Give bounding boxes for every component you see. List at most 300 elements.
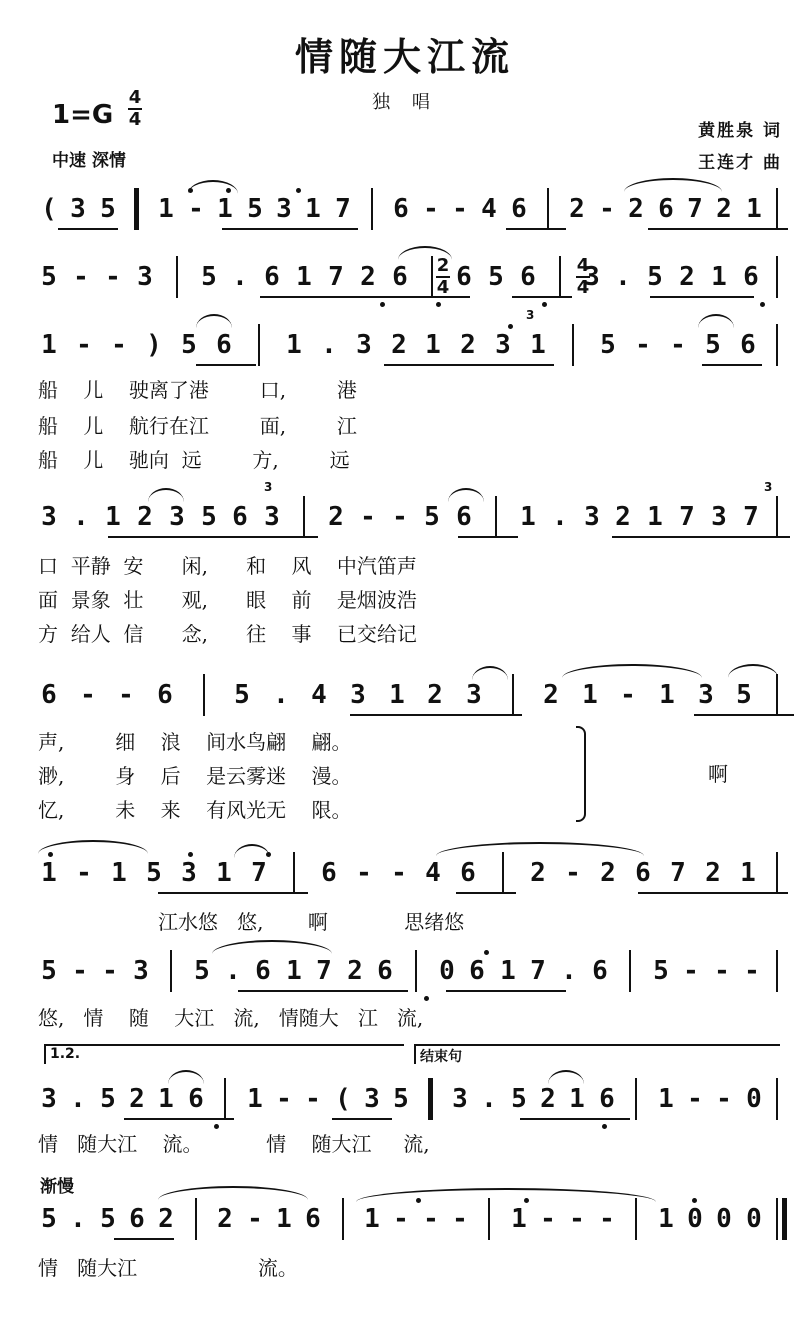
note: 6 [592,956,608,986]
beam-line [124,1118,234,1120]
octave-dot [508,324,513,329]
note: . [73,502,89,532]
note: - [569,1204,585,1234]
time-signature-change-2-4-top: 2 [436,255,450,276]
note: 3 [466,680,482,710]
note: ( [335,1084,351,1114]
note: 6 [460,858,476,888]
note: 3 [264,502,280,532]
repeat-start-barline [134,188,139,230]
barline [776,1198,778,1240]
note: - [423,1204,439,1234]
note: 7 [743,502,759,532]
octave-dot [226,188,231,193]
note: 3 [452,1084,468,1114]
slur-arc [38,840,148,854]
note: 1 [364,1204,380,1234]
note: 7 [530,956,546,986]
note: 1 [647,502,663,532]
note: 1 [520,502,536,532]
note: 3 [133,956,149,986]
beam-line [114,1238,174,1240]
slur-arc [356,1188,656,1202]
performance-type: 独 唱 [372,92,438,113]
barline [495,496,497,538]
time-signature-change-4-4 [576,256,590,298]
note: - [73,262,89,292]
note: 5 [41,1204,57,1234]
note: 5 [181,330,197,360]
note: 5 [424,502,440,532]
beam-line [612,536,790,538]
beam-line [638,892,788,894]
note: 5 [100,194,116,224]
note: - [670,330,686,360]
note: 1 [582,680,598,710]
note: - [247,1204,263,1234]
coda-bracket: 结束句 [414,1044,780,1064]
note: 6 [658,194,674,224]
note: 3 [350,680,366,710]
note: 2 [158,1204,174,1234]
slur-arc [168,1070,204,1084]
note: 6 [456,502,472,532]
note: 0 [716,1204,732,1234]
barline [431,256,433,298]
slur-arc [548,1070,584,1084]
octave-dot [416,1198,421,1203]
barline [203,674,205,716]
barline [195,1198,197,1240]
barline [559,256,561,298]
note: 5 [600,330,616,360]
note: 3 [364,1084,380,1114]
barline [776,1078,778,1120]
note: 6 [392,262,408,292]
note: - [118,680,134,710]
note: - [423,194,439,224]
repeat-end-barline [428,1078,433,1120]
note: 6 [41,680,57,710]
note: 1 [158,194,174,224]
beam-line [512,296,572,298]
note: 1 [658,1084,674,1114]
note: 3 [70,194,86,224]
beam-line [384,364,554,366]
octave-dot [424,996,429,1001]
note: 6 [157,680,173,710]
octave-dot [524,1198,529,1203]
lyric-row6: 江水悠 悠, 啊 思绪悠 [158,910,465,934]
note: 2 [129,1084,145,1114]
barline [176,256,178,298]
octave-dot [380,302,385,307]
note: 6 [520,262,536,292]
octave-dot [296,188,301,193]
note: - [635,330,651,360]
tuplet-number: 3 [264,480,273,494]
note: 5 [653,956,669,986]
beam-line [108,536,318,538]
time-signature-top: 4 [128,87,142,108]
note: . [232,262,248,292]
beam-line [260,296,450,298]
note: 6 [305,1204,321,1234]
note: - [111,330,127,360]
barline [512,674,514,716]
note: 7 [328,262,344,292]
note: . [273,680,289,710]
slur-arc [698,314,734,328]
note: - [683,956,699,986]
note: 1 [511,1204,527,1234]
note: 2 [217,1204,233,1234]
note: ) [146,330,162,360]
note: - [392,502,408,532]
note: 1 [286,956,302,986]
barline [776,950,778,992]
lyric-row8: 情 随大江 流。 情 随大江 流, [38,1132,430,1156]
barline [635,1078,637,1120]
note: 2 [679,262,695,292]
note: - [188,194,204,224]
note: 2 [347,956,363,986]
note: 3 [584,262,600,292]
note: - [72,956,88,986]
barline [224,1078,226,1120]
note: 6 [129,1204,145,1234]
note: 5 [705,330,721,360]
note: ( [41,194,57,224]
note: 1 [659,680,675,710]
note: 3 [495,330,511,360]
note: 7 [679,502,695,532]
note: 6 [456,262,472,292]
beam-line [456,892,516,894]
barline [776,674,778,716]
slur-arc [158,1186,308,1200]
note: - [391,858,407,888]
time-signature-change-2-4 [436,256,450,298]
lyric-row5-verse1: 声, 细 浪 间水鸟翩 翩。 [38,730,352,754]
note: - [76,330,92,360]
note: 6 [743,262,759,292]
note: 5 [201,502,217,532]
note: 1 [746,194,762,224]
note: . [321,330,337,360]
note: 3 [698,680,714,710]
note: - [356,858,372,888]
note: 5 [736,680,752,710]
note: 1 [711,262,727,292]
note: 1 [740,858,756,888]
note: 5 [146,858,162,888]
note: 6 [469,956,485,986]
beam-line [158,892,308,894]
note: 7 [687,194,703,224]
time-signature-change-2-4-bottom: 4 [436,277,450,298]
beam-line [648,228,788,230]
note: 5 [247,194,263,224]
lyric-row4-verse2: 面 景象 壮 观, 眼 前 是烟波浩 [38,588,417,612]
note: 2 [328,502,344,532]
octave-dot [484,950,489,955]
note: 1 [296,262,312,292]
barline [342,1198,344,1240]
octave-dot [692,1198,697,1203]
note: 4 [481,194,497,224]
note: . [481,1084,497,1114]
note: - [102,956,118,986]
note: - [540,1204,556,1234]
octave-dot [602,1124,607,1129]
note: 1 [389,680,405,710]
note: 6 [393,194,409,224]
note: 2 [530,858,546,888]
beam-line [350,714,522,716]
note: 6 [255,956,271,986]
note: 2 [360,262,376,292]
barline [293,852,295,894]
barline [776,852,778,894]
tempo-marking: 中速 深情 [52,151,126,171]
note: 5 [41,262,57,292]
slur-arc [624,178,722,192]
note: 2 [569,194,585,224]
slur-arc [448,488,484,502]
octave-dot [760,302,765,307]
note: - [452,194,468,224]
note: 5 [647,262,663,292]
note: 5 [41,956,57,986]
note: 5 [488,262,504,292]
note: - [599,194,615,224]
octave-dot [188,852,193,857]
note: . [225,956,241,986]
note: 3 [584,502,600,532]
note: 6 [264,262,280,292]
slur-arc [728,664,778,678]
note: 6 [377,956,393,986]
lyric-row3-verse3: 船 儿 驰向 远 方, 远 [38,448,350,472]
note: 1 [500,956,516,986]
time-signature [128,88,142,130]
beam-line [650,296,754,298]
barline [488,1198,490,1240]
note: 1 [111,858,127,888]
tuplet-number: 3 [526,308,535,322]
barline [635,1198,637,1240]
note: 0 [746,1084,762,1114]
time-signature-change-4-4-top: 4 [576,255,590,276]
note: 3 [711,502,727,532]
beam-line [222,228,358,230]
lyric-row5-verse3: 忆, 未 来 有风光无 限。 [38,798,352,822]
note: - [714,956,730,986]
note: 1 [530,330,546,360]
note: 2 [600,858,616,888]
beam-line [58,228,118,230]
note: . [70,1204,86,1234]
lyric-row4-verse3: 方 给人 信 念, 往 事 已交给记 [38,622,417,646]
barline [502,852,504,894]
note: 2 [460,330,476,360]
note: 2 [716,194,732,224]
note: 3 [41,1084,57,1114]
note: 5 [100,1204,116,1234]
beam-line [520,1118,630,1120]
note: - [105,262,121,292]
note: - [687,1084,703,1114]
note: 6 [635,858,651,888]
note: - [716,1084,732,1114]
octave-dot [188,188,193,193]
lyricist-credit: 黄胜泉 词 [698,121,782,141]
slur-arc [148,488,184,502]
beam-line [694,714,794,716]
note: 2 [615,502,631,532]
barline [776,256,778,298]
note: 2 [137,502,153,532]
lyric-row5-side: 啊 [708,762,728,786]
note: 0 [687,1204,703,1234]
note: 3 [169,502,185,532]
note: 1 [425,330,441,360]
lyric-row4-verse1: 口 平静 安 闲, 和 风 中汽笛声 [38,554,417,578]
note: 6 [216,330,232,360]
note: 6 [599,1084,615,1114]
slur-arc [562,664,702,678]
tuplet-number: 3 [764,480,773,494]
note: 6 [321,858,337,888]
beam-line [446,990,566,992]
beam-line [458,536,518,538]
beam-line [702,364,762,366]
note: - [360,502,376,532]
note: 5 [201,262,217,292]
note: 4 [425,858,441,888]
note: 2 [540,1084,556,1114]
note: - [452,1204,468,1234]
barline [776,188,778,230]
barline [258,324,260,366]
note: 2 [705,858,721,888]
beam-line [238,990,408,992]
barline [303,496,305,538]
barline [776,324,778,366]
note: 7 [335,194,351,224]
volta-bracket: 1.2. [44,1044,404,1064]
note: 1 [105,502,121,532]
note: - [744,956,760,986]
note: - [393,1204,409,1234]
note: . [561,956,577,986]
lyric-row3-verse2: 船 儿 航行在江 面, 江 [38,414,357,438]
note: 3 [276,194,292,224]
note: 3 [41,502,57,532]
note: - [76,858,92,888]
note: 5 [100,1084,116,1114]
octave-dot [436,302,441,307]
note: 1 [216,858,232,888]
note: 7 [670,858,686,888]
slur-arc [472,666,508,680]
note: - [80,680,96,710]
song-title: 情随大江流 [294,34,515,79]
note: 7 [316,956,332,986]
note: 5 [511,1084,527,1114]
note: 5 [194,956,210,986]
note: 2 [543,680,559,710]
note: 6 [232,502,248,532]
composer-credit: 王连才 曲 [698,153,782,173]
note: 1 [158,1084,174,1114]
note: 1 [247,1084,263,1114]
note: . [70,1084,86,1114]
note: 2 [391,330,407,360]
note: . [615,262,631,292]
slur-arc [212,940,332,954]
note: 6 [511,194,527,224]
note: 1 [658,1204,674,1234]
note: - [565,858,581,888]
lyric-row9: 情 随大江 流。 [38,1256,298,1280]
slur-arc [436,842,644,856]
lyric-row5-verse2: 渺, 身 后 是云雾迷 漫。 [38,764,352,788]
note: 3 [181,858,197,888]
beam-line [332,1118,392,1120]
time-signature-bottom: 4 [128,109,142,130]
barline [547,188,549,230]
note: 1 [569,1084,585,1114]
note: 0 [746,1204,762,1234]
barline [776,496,778,538]
note: 1 [217,194,233,224]
note: 7 [251,858,267,888]
note: 1 [41,330,57,360]
beam-line [196,364,256,366]
note: - [305,1084,321,1114]
note: 2 [628,194,644,224]
note: 3 [137,262,153,292]
lyric-row7: 悠, 情 随 大江 流, 情随大 江 流, [38,1006,424,1030]
note: - [599,1204,615,1234]
barline [371,188,373,230]
note: - [620,680,636,710]
final-barline [782,1198,787,1240]
note: 6 [188,1084,204,1114]
note: 0 [439,956,455,986]
slur-arc [234,844,270,858]
note: 5 [393,1084,409,1114]
note: 6 [740,330,756,360]
note: 5 [234,680,250,710]
note: 3 [356,330,372,360]
octave-dot [266,852,271,857]
note: 4 [311,680,327,710]
note: 1 [276,1204,292,1234]
lyric-row3-verse1: 船 儿 驶离了港 口, 港 [38,378,357,402]
note: 1 [41,858,57,888]
barline [572,324,574,366]
ritardando-mark: 渐慢 [40,1177,74,1197]
barline [170,950,172,992]
verse-brace [576,726,586,822]
key-signature: 1=G [52,100,114,130]
barline [415,950,417,992]
note: 1 [305,194,321,224]
octave-dot [542,302,547,307]
